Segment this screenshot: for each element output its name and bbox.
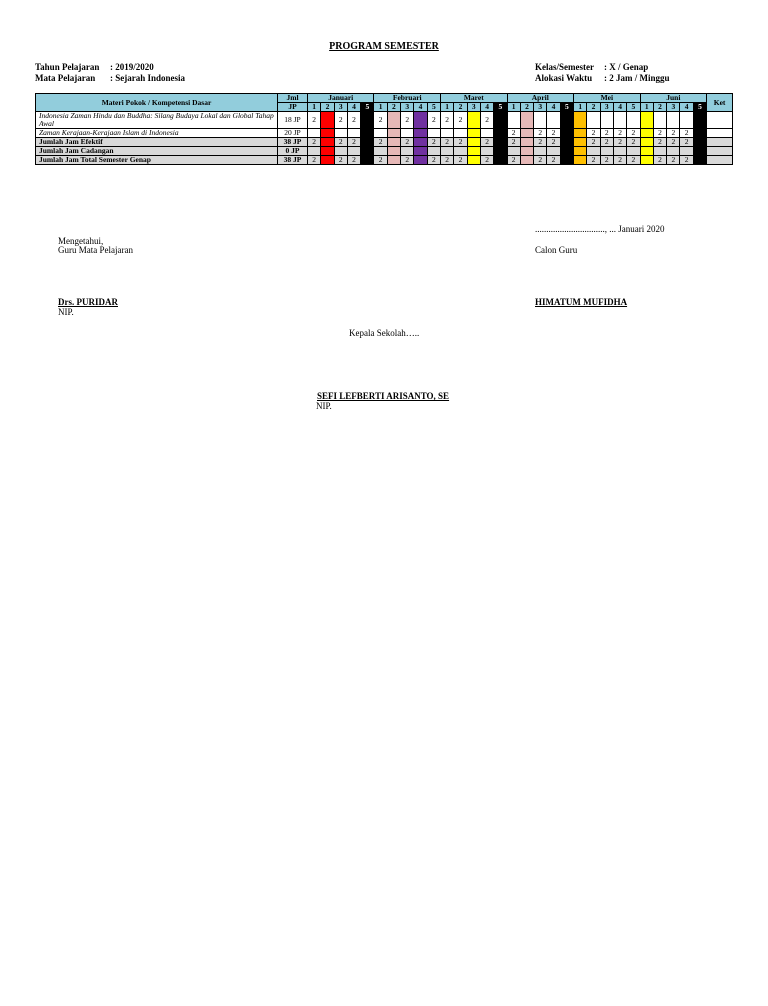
page-title: PROGRAM SEMESTER (329, 41, 439, 52)
summary-week-cell: 2 (454, 156, 467, 165)
mapel-value: : Sejarah Indonesia (110, 73, 186, 83)
week-cell: 2 (507, 129, 520, 138)
header-month: April (507, 94, 574, 103)
summary-week-cell: 2 (454, 138, 467, 147)
alokasi-label: Alokasi Waktu (535, 73, 593, 83)
summary-week-cell (361, 147, 374, 156)
header-week: 4 (680, 103, 693, 112)
summary-week-cell (441, 147, 454, 156)
summary-week-cell (534, 147, 547, 156)
summary-week-cell (321, 156, 334, 165)
week-cell (693, 112, 706, 129)
summary-week-cell (467, 147, 480, 156)
summary-ket-cell (707, 138, 733, 147)
week-cell (520, 129, 533, 138)
summary-week-cell (520, 147, 533, 156)
week-cell: 2 (401, 112, 414, 129)
summary-week-cell (321, 147, 334, 156)
header-week: 2 (520, 103, 533, 112)
summary-week-cell (507, 147, 520, 156)
header-week: 4 (414, 103, 427, 112)
summary-week-cell: 2 (587, 156, 600, 165)
week-cell (321, 129, 334, 138)
week-cell: 2 (613, 129, 626, 138)
week-cell (414, 112, 427, 129)
summary-week-cell: 2 (534, 156, 547, 165)
materi-cell: Indonesia Zaman Hindu dan Buddha: Silang Budaya Lokal dan Global Tahap Awal (36, 112, 278, 129)
jp-cell: 18 JP (278, 112, 308, 129)
table-row (36, 112, 733, 129)
week-cell (627, 112, 640, 129)
guru-name: Drs. PURIDAR (58, 297, 118, 307)
summary-week-cell: 2 (653, 156, 666, 165)
week-cell: 2 (374, 112, 387, 129)
header-week: 4 (480, 103, 493, 112)
week-cell (574, 112, 587, 129)
week-cell (613, 112, 626, 129)
summary-week-cell (374, 147, 387, 156)
week-cell (693, 129, 706, 138)
guru-nip: NIP. (58, 307, 74, 317)
summary-week-cell (613, 147, 626, 156)
header-week: 3 (667, 103, 680, 112)
summary-week-cell (640, 147, 653, 156)
summary-row (36, 147, 733, 156)
summary-week-cell (321, 138, 334, 147)
week-cell (387, 129, 400, 138)
summary-week-cell (414, 147, 427, 156)
week-cell: 2 (480, 112, 493, 129)
guru-label: Guru Mata Pelajaran (58, 245, 133, 255)
summary-week-cell (600, 147, 613, 156)
summary-week-cell (520, 138, 533, 147)
summary-week-cell (480, 147, 493, 156)
header-month: Maret (441, 94, 507, 103)
header-week: 5 (693, 103, 706, 112)
summary-week-cell: 2 (308, 156, 321, 165)
week-cell (427, 129, 440, 138)
summary-week-cell (574, 156, 587, 165)
week-cell (494, 129, 507, 138)
week-cell (587, 112, 600, 129)
summary-week-cell (387, 147, 400, 156)
summary-week-cell: 2 (587, 138, 600, 147)
week-cell: 2 (600, 129, 613, 138)
summary-week-cell (361, 138, 374, 147)
header-month: Mei (574, 94, 641, 103)
summary-week-cell (347, 147, 360, 156)
week-cell: 2 (347, 112, 360, 129)
summary-week-cell (387, 138, 400, 147)
header-week: 2 (321, 103, 334, 112)
summary-week-cell (627, 147, 640, 156)
kelas-label: Kelas/Semester (535, 62, 594, 72)
week-cell (467, 112, 480, 129)
week-cell (361, 129, 374, 138)
summary-week-cell: 2 (534, 138, 547, 147)
jp-cell: 20 JP (278, 129, 308, 138)
summary-week-cell: 2 (507, 138, 520, 147)
summary-week-cell: 2 (347, 156, 360, 165)
summary-week-cell (560, 138, 573, 147)
header-week: 1 (308, 103, 321, 112)
header-week: 1 (441, 103, 454, 112)
summary-week-cell: 2 (627, 156, 640, 165)
week-cell (401, 129, 414, 138)
summary-week-cell (640, 156, 653, 165)
week-cell (640, 129, 653, 138)
week-cell (547, 112, 560, 129)
header-month: Juni (640, 94, 707, 103)
week-cell: 2 (667, 129, 680, 138)
summary-week-cell (427, 147, 440, 156)
summary-week-cell: 2 (627, 138, 640, 147)
header-week: 4 (613, 103, 626, 112)
mengetahui-label: Mengetahui, (58, 236, 104, 246)
summary-week-cell (401, 147, 414, 156)
header-week: 5 (494, 103, 507, 112)
summary-label: Jumlah Jam Total Semester Genap (36, 156, 278, 165)
header-week: 3 (401, 103, 414, 112)
summary-week-cell: 2 (480, 138, 493, 147)
summary-week-cell: 2 (653, 138, 666, 147)
summary-week-cell (640, 138, 653, 147)
summary-week-cell (361, 156, 374, 165)
header-week: 1 (507, 103, 520, 112)
week-cell (467, 129, 480, 138)
header-week: 1 (374, 103, 387, 112)
header-week: 1 (574, 103, 587, 112)
summary-ket-cell (707, 147, 733, 156)
materi-cell: Zaman Kerajaan-Kerajaan Islam di Indonesia (36, 129, 278, 138)
header-month: Januari (308, 94, 374, 103)
week-cell: 2 (334, 112, 347, 129)
kepala-label: Kepala Sekolah….. (349, 328, 420, 338)
kepala-nip: NIP. (316, 401, 332, 411)
week-cell (560, 129, 573, 138)
summary-week-cell: 2 (347, 138, 360, 147)
summary-week-cell (494, 147, 507, 156)
week-cell (600, 112, 613, 129)
week-cell (640, 112, 653, 129)
summary-week-cell (334, 147, 347, 156)
summary-week-cell: 2 (308, 138, 321, 147)
summary-week-cell: 2 (667, 138, 680, 147)
summary-week-cell (560, 147, 573, 156)
summary-week-cell: 2 (613, 156, 626, 165)
summary-week-cell (653, 147, 666, 156)
summary-week-cell: 2 (374, 156, 387, 165)
week-cell (387, 112, 400, 129)
summary-week-cell (587, 147, 600, 156)
summary-row (36, 138, 733, 147)
header-week: 3 (534, 103, 547, 112)
week-cell (667, 112, 680, 129)
week-cell (680, 112, 693, 129)
week-cell (321, 112, 334, 129)
mapel-label: Mata Pelajaran (35, 73, 96, 83)
ket-cell (707, 129, 733, 138)
summary-week-cell: 2 (680, 138, 693, 147)
summary-week-cell: 2 (334, 156, 347, 165)
header-week: 2 (653, 103, 666, 112)
summary-week-cell (494, 156, 507, 165)
summary-week-cell: 2 (334, 138, 347, 147)
summary-week-cell (693, 147, 706, 156)
summary-jp: 0 JP (278, 147, 308, 156)
summary-week-cell: 2 (441, 138, 454, 147)
header-week: 3 (467, 103, 480, 112)
summary-week-cell: 2 (427, 138, 440, 147)
summary-jp: 38 JP (278, 138, 308, 147)
week-cell: 2 (441, 112, 454, 129)
summary-week-cell: 2 (401, 156, 414, 165)
header-week: 4 (547, 103, 560, 112)
date-line: ..............................., ... Januari 2020 (535, 224, 665, 234)
week-cell (480, 129, 493, 138)
summary-week-cell (667, 147, 680, 156)
summary-week-cell (387, 156, 400, 165)
summary-week-cell: 2 (600, 138, 613, 147)
summary-week-cell: 2 (667, 156, 680, 165)
header-materi: Materi Pokok / Kompetensi Dasar (36, 94, 278, 112)
week-cell (374, 129, 387, 138)
week-cell (574, 129, 587, 138)
week-cell: 2 (627, 129, 640, 138)
alokasi-value: : 2 Jam / Minggu (604, 73, 670, 83)
summary-week-cell (414, 138, 427, 147)
week-cell (534, 112, 547, 129)
program-semester-table (35, 93, 733, 165)
header-week: 2 (387, 103, 400, 112)
header-week: 2 (454, 103, 467, 112)
summary-week-cell: 2 (547, 138, 560, 147)
week-cell: 2 (427, 112, 440, 129)
week-cell (520, 112, 533, 129)
header-week: 5 (361, 103, 374, 112)
summary-week-cell (520, 156, 533, 165)
week-cell: 2 (454, 112, 467, 129)
summary-week-cell: 2 (613, 138, 626, 147)
summary-week-cell: 2 (507, 156, 520, 165)
summary-week-cell (308, 147, 321, 156)
header-jp: JP (278, 103, 308, 112)
summary-week-cell (547, 147, 560, 156)
summary-week-cell (454, 147, 467, 156)
week-cell (560, 112, 573, 129)
week-cell (308, 129, 321, 138)
header-jml: Jml (278, 94, 308, 103)
week-cell: 2 (547, 129, 560, 138)
calon-guru-name: HIMATUM MUFIDHA (535, 297, 628, 307)
summary-row (36, 156, 733, 165)
header-week: 1 (640, 103, 653, 112)
header-week: 3 (334, 103, 347, 112)
summary-week-cell: 2 (441, 156, 454, 165)
summary-week-cell (680, 147, 693, 156)
week-cell: 2 (653, 129, 666, 138)
header-ket: Ket (707, 94, 733, 112)
summary-week-cell: 2 (480, 156, 493, 165)
summary-week-cell (494, 138, 507, 147)
tahun-label: Tahun Pelajaran (35, 62, 100, 72)
summary-week-cell: 2 (374, 138, 387, 147)
week-cell (441, 129, 454, 138)
kelas-value: : X / Genap (604, 62, 649, 72)
header-week: 5 (627, 103, 640, 112)
summary-label: Jumlah Jam Cadangan (36, 147, 278, 156)
week-cell (507, 112, 520, 129)
week-cell (414, 129, 427, 138)
summary-week-cell: 2 (401, 138, 414, 147)
summary-week-cell (414, 156, 427, 165)
header-week: 3 (600, 103, 613, 112)
week-cell: 2 (308, 112, 321, 129)
ket-cell (707, 112, 733, 129)
week-cell: 2 (587, 129, 600, 138)
summary-week-cell (693, 156, 706, 165)
summary-jp: 38 JP (278, 156, 308, 165)
calon-guru-label: Calon Guru (535, 245, 578, 255)
header-week: 5 (560, 103, 573, 112)
header-week: 4 (347, 103, 360, 112)
week-cell (347, 129, 360, 138)
week-cell (334, 129, 347, 138)
tahun-value: : 2019/2020 (110, 62, 154, 72)
summary-week-cell (467, 138, 480, 147)
week-cell: 2 (680, 129, 693, 138)
summary-week-cell: 2 (680, 156, 693, 165)
summary-week-cell (574, 138, 587, 147)
header-month: Februari (374, 94, 441, 103)
header-week: 5 (427, 103, 440, 112)
week-cell: 2 (534, 129, 547, 138)
summary-ket-cell (707, 156, 733, 165)
week-cell (454, 129, 467, 138)
summary-week-cell: 2 (600, 156, 613, 165)
table-row (36, 129, 733, 138)
summary-label: Jumlah Jam Efektif (36, 138, 278, 147)
kepala-name: SEFI LEFBERTI ARISANTO, SE (317, 391, 450, 401)
header-week: 2 (587, 103, 600, 112)
week-cell (653, 112, 666, 129)
week-cell (494, 112, 507, 129)
summary-week-cell (467, 156, 480, 165)
summary-week-cell (574, 147, 587, 156)
summary-week-cell: 2 (547, 156, 560, 165)
summary-week-cell (560, 156, 573, 165)
summary-week-cell (693, 138, 706, 147)
summary-week-cell: 2 (427, 156, 440, 165)
week-cell (361, 112, 374, 129)
